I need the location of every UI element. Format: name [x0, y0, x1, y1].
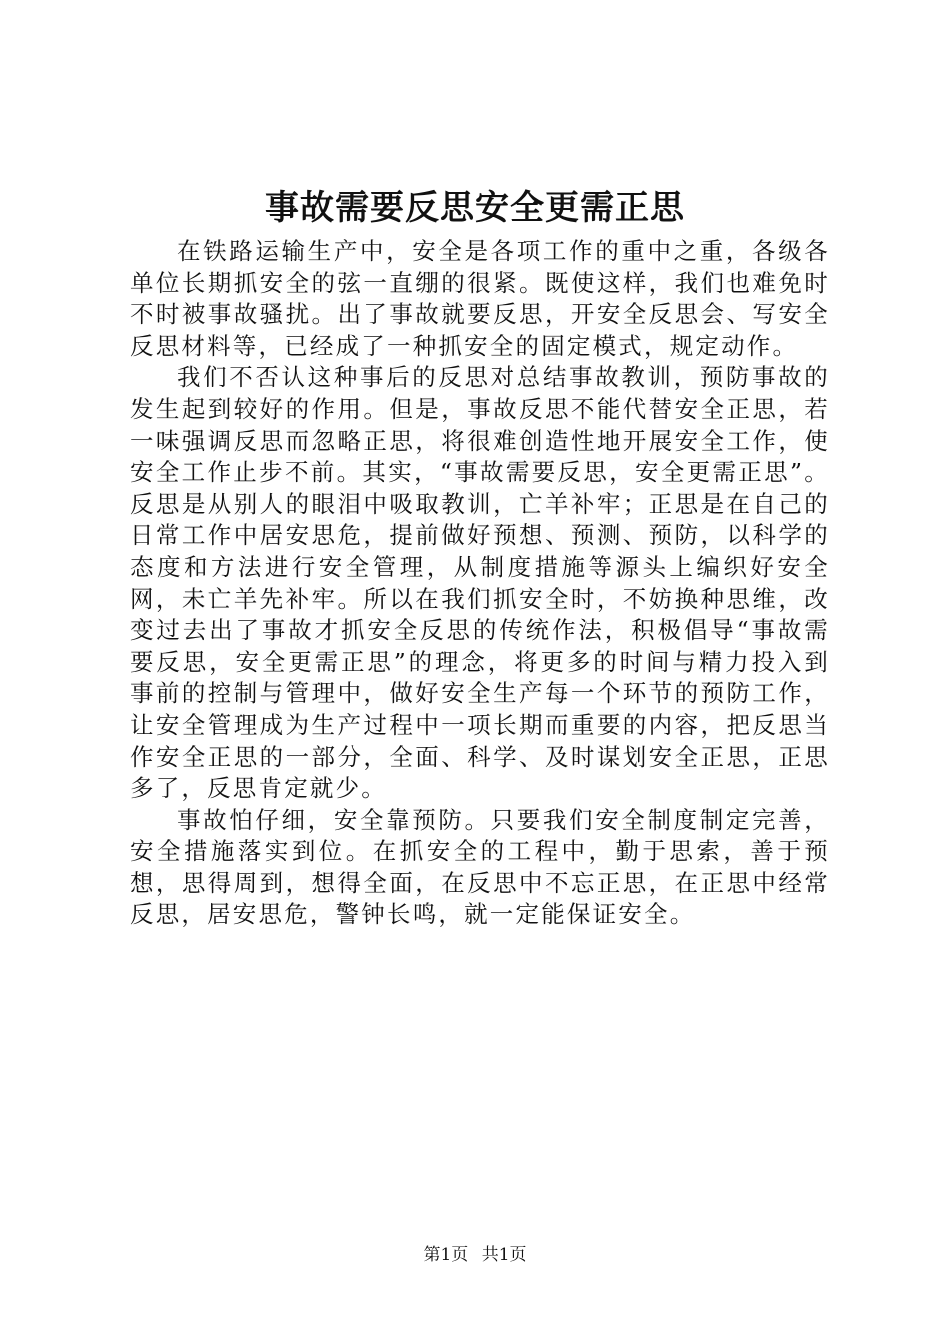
document-body [130, 236, 830, 931]
page-number: 第1页 [423, 1245, 469, 1265]
page-total: 共1页 [481, 1245, 527, 1265]
paragraph-1: 在铁路运输生产中，安全是各项工作的重中之重，各级各单位长期抓安全的弦一直绷的很紧。既使这样，我们也难免时不时被事故骚扰。出了事故就要反思，开安全反思会、写安全反思材料等，已经成了一种抓安全的固定模式，规定动作。 [130, 237, 830, 360]
paragraph-3: 事故怕仔细，安全靠预防。只要我们安全制度制定完善，安全措施落实到位。在抓安全的工程中，勤于思索，善于预想，思得周到，想得全面，在反思中不忘正思，在正思中经常反思，居安思危，警钟长鸣，就一定能保证安全。 [130, 805, 830, 929]
document-title: 事故需要反思安全更需正思 [265, 188, 685, 228]
paragraph-2: 我们不否认这种事后的反思对总结事故教训，预防事故的发生起到较好的作用。但是，事故反思不能代替安全正思，若一味强调反思而忽略正思，将很难创造性地开展安全工作，使安全工作止步不前。其实，“事故需要反思，安全更需正思”。反思是从别人的眼泪中吸取教训，亡羊补牢；正思是在自己的日常工作中居安思危，提前做好预想、预测、预防，以科学的态度和方法进行安全管理，从制度措施等源头上编织好安全网，未亡羊先补牢。所以在我们抓安全时，不妨换种思维，改变过去出了事故才抓安全反思的传统作法，积极倡导“事故需要反思，安全更需正思”的理念，将更多的时间与精力投入到事前的控制与管理中，做好安全生产每一个环节的预防工作，让安全管理成为生产过程中一项长期而重要的内容，把反思当作安全正思的一部分，全面、科学、及时谋划安全正思，正思多了，反思肯定就少。 [130, 363, 830, 803]
page-footer [0, 1244, 950, 1266]
